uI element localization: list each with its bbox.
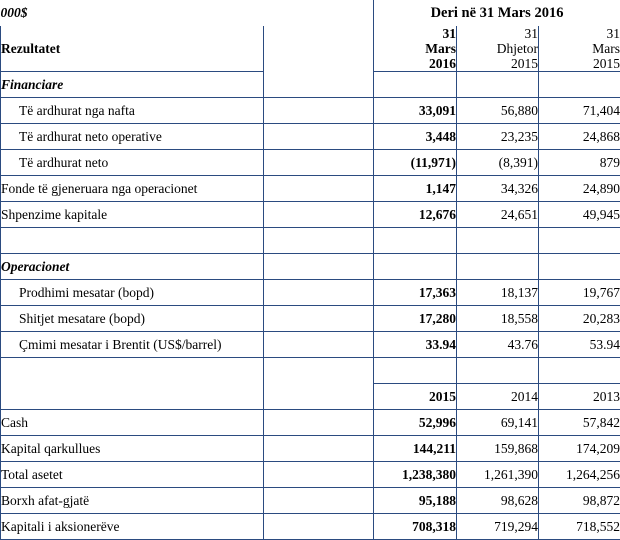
row-value-1: 1,147: [374, 176, 457, 202]
units-label: 000$: [1, 0, 264, 26]
spacer-cell: [264, 254, 374, 280]
row-value-3: 24,890: [539, 176, 620, 202]
row-value-1: 52,996: [374, 410, 457, 436]
row-value-1: 33.94: [374, 332, 457, 358]
col-header-1-line1: 31: [374, 26, 456, 41]
spacer-cell: [264, 98, 374, 124]
table-row: [1, 410, 620, 436]
row-value-1: 3,448: [374, 124, 457, 150]
empty-cell: [374, 72, 457, 98]
row-value-1: 17,280: [374, 306, 457, 332]
col-header-3: [539, 26, 620, 72]
empty-cell: [374, 358, 457, 384]
row-value-3: 20,283: [539, 306, 620, 332]
col-header-2-line2: Dhjetor: [457, 41, 538, 56]
section-title-row: [1, 254, 620, 280]
empty-cell: [539, 254, 620, 280]
column-header-row: [1, 26, 620, 72]
row-label: Shpenzime kapitale: [1, 202, 264, 228]
row-label: Shitjet mesatare (bopd): [1, 306, 264, 332]
spacer-cell: [264, 436, 374, 462]
row-label: Borxh afat-gjatë: [1, 488, 264, 514]
row-value-2: 23,235: [457, 124, 539, 150]
empty-cell: [457, 358, 539, 384]
empty-cell: [1, 384, 264, 410]
table-header-row: [1, 0, 620, 26]
table-row: [1, 462, 620, 488]
row-value-2: 56,880: [457, 98, 539, 124]
balance-header-row: [1, 384, 620, 410]
row-label: Të ardhurat neto operative: [1, 124, 264, 150]
section-title-operacionet: Operacionet: [1, 254, 264, 280]
table-row: [1, 306, 620, 332]
section-title-financiare: Financiare: [1, 72, 264, 98]
spacer-row: [1, 228, 620, 254]
row-label: Prodhimi mesatar (bopd): [1, 280, 264, 306]
spacer-cell: [264, 306, 374, 332]
table-row: [1, 488, 620, 514]
row-value-3: 174,209: [539, 436, 620, 462]
spacer-cell: [264, 228, 374, 254]
empty-cell: [1, 358, 264, 384]
col-header-3-line1: 31: [539, 26, 620, 41]
spacer-cell: [264, 202, 374, 228]
row-value-2: 43.76: [457, 332, 539, 358]
balance-year-2: 2014: [457, 384, 539, 410]
row-label: Çmimi mesatar i Brentit (US$/barrel): [1, 332, 264, 358]
col-header-1-line2: Mars: [374, 41, 456, 56]
spacer-cell: [264, 332, 374, 358]
col-header-1: [374, 26, 457, 72]
row-value-1: 95,188: [374, 488, 457, 514]
row-label: Të ardhurat neto: [1, 150, 264, 176]
row-value-1: 1,238,380: [374, 462, 457, 488]
spacer-cell: [264, 0, 374, 26]
row-label: Cash: [1, 410, 264, 436]
row-value-3: 98,872: [539, 488, 620, 514]
table-row: [1, 332, 620, 358]
spacer-cell: [264, 514, 374, 540]
spacer-cell: [264, 26, 374, 72]
spacer-row: [1, 358, 620, 384]
row-value-3: 1,264,256: [539, 462, 620, 488]
col-header-3-line2: Mars: [539, 41, 620, 56]
spacer-cell: [264, 488, 374, 514]
col-header-1-line3: 2016: [374, 56, 456, 71]
row-label: Të ardhurat nga nafta: [1, 98, 264, 124]
row-value-3: 879: [539, 150, 620, 176]
spacer-cell: [264, 384, 374, 410]
row-value-2: 18,137: [457, 280, 539, 306]
spacer-cell: [264, 462, 374, 488]
empty-cell: [1, 228, 264, 254]
empty-cell: [539, 358, 620, 384]
row-label: Fonde të gjeneruara nga operacionet: [1, 176, 264, 202]
spacer-cell: [264, 124, 374, 150]
row-value-2: 98,628: [457, 488, 539, 514]
row-value-2: 18,558: [457, 306, 539, 332]
spacer-cell: [264, 358, 374, 384]
table-row: [1, 280, 620, 306]
row-label: Kapitali i aksionerëve: [1, 514, 264, 540]
row-value-2: (8,391): [457, 150, 539, 176]
row-value-3: 53.94: [539, 332, 620, 358]
section-title-row: [1, 72, 620, 98]
row-value-3: 57,842: [539, 410, 620, 436]
empty-cell: [539, 228, 620, 254]
row-value-1: 33,091: [374, 98, 457, 124]
row-value-3: 71,404: [539, 98, 620, 124]
row-value-3: 19,767: [539, 280, 620, 306]
spacer-cell: [264, 410, 374, 436]
row-value-2: 1,261,390: [457, 462, 539, 488]
table-row: [1, 98, 620, 124]
empty-cell: [374, 228, 457, 254]
spacer-cell: [264, 150, 374, 176]
row-value-1: 12,676: [374, 202, 457, 228]
empty-cell: [539, 72, 620, 98]
period-title: Deri në 31 Mars 2016: [374, 0, 620, 26]
row-value-2: 159,868: [457, 436, 539, 462]
table-row: [1, 514, 620, 540]
row-value-1: (11,971): [374, 150, 457, 176]
row-value-1: 144,211: [374, 436, 457, 462]
table-row: [1, 202, 620, 228]
row-value-1: 17,363: [374, 280, 457, 306]
col-header-2-line3: 2015: [457, 56, 538, 71]
col-header-2-line1: 31: [457, 26, 538, 41]
empty-cell: [457, 254, 539, 280]
row-label: Total asetet: [1, 462, 264, 488]
col-header-3-line3: 2015: [539, 56, 620, 71]
row-value-3: 49,945: [539, 202, 620, 228]
empty-cell: [457, 72, 539, 98]
spacer-cell: [264, 72, 374, 98]
row-value-2: 69,141: [457, 410, 539, 436]
row-value-2: 24,651: [457, 202, 539, 228]
table-row: [1, 124, 620, 150]
results-label: Rezultatet: [1, 26, 264, 72]
balance-year-1: 2015: [374, 384, 457, 410]
row-value-1: 708,318: [374, 514, 457, 540]
row-value-3: 718,552: [539, 514, 620, 540]
table-row: [1, 176, 620, 202]
row-value-2: 34,326: [457, 176, 539, 202]
empty-cell: [374, 254, 457, 280]
spacer-cell: [264, 176, 374, 202]
balance-year-3: 2013: [539, 384, 620, 410]
table-row: [1, 436, 620, 462]
spacer-cell: [264, 280, 374, 306]
row-value-2: 719,294: [457, 514, 539, 540]
row-label: Kapital qarkullues: [1, 436, 264, 462]
empty-cell: [457, 228, 539, 254]
col-header-2: [457, 26, 539, 72]
table-row: [1, 150, 620, 176]
row-value-3: 24,868: [539, 124, 620, 150]
